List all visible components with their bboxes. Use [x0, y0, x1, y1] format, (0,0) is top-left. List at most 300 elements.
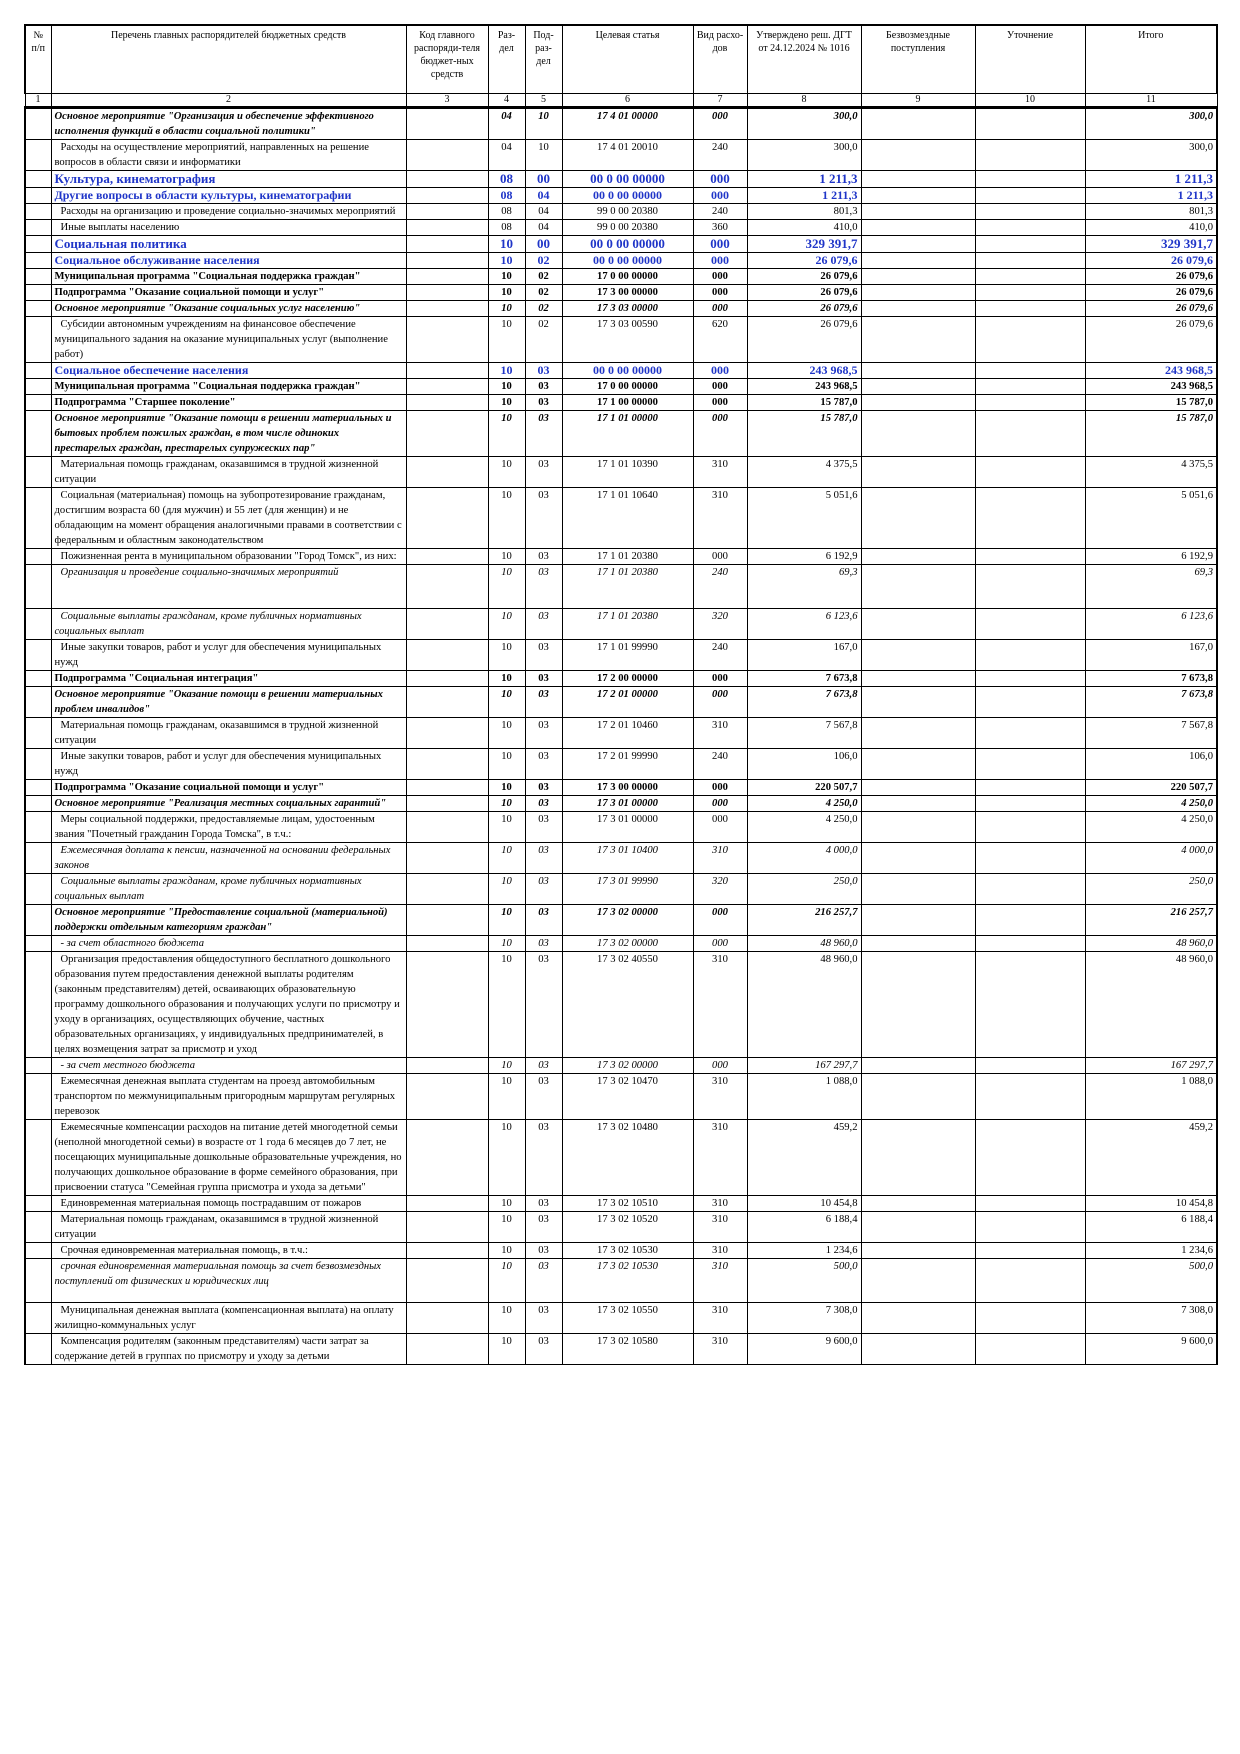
cell-total: 4 250,0 — [1085, 796, 1217, 812]
cell-section: 10 — [488, 488, 525, 549]
cell-expense-type: 310 — [693, 1212, 747, 1243]
cell-expense-type: 310 — [693, 952, 747, 1058]
cell-num — [25, 952, 51, 1058]
cell-approved: 220 507,7 — [747, 780, 861, 796]
row-label: - за счет областного бюджета — [60, 938, 204, 949]
cell-section: 10 — [488, 1074, 525, 1120]
cell-section: 10 — [488, 1120, 525, 1196]
cell-subsection: 03 — [525, 1196, 562, 1212]
cell-target-article: 17 3 02 00000 — [562, 1058, 693, 1074]
row-label: Пожизненная рента в муниципальном образовании "Город Томск", из них: — [60, 551, 397, 562]
cell-total: 26 079,6 — [1085, 253, 1217, 269]
cell-section: 10 — [488, 952, 525, 1058]
cell-total: 5 051,6 — [1085, 488, 1217, 549]
cell-num — [25, 188, 51, 204]
row-label: Организация и проведение социально-значимых мероприятий — [60, 567, 339, 578]
cell-num — [25, 317, 51, 363]
cell-approved: 26 079,6 — [747, 253, 861, 269]
cell-section: 08 — [488, 171, 525, 188]
cell-expense-type: 240 — [693, 640, 747, 671]
cell-grants — [861, 565, 975, 609]
cell-total: 26 079,6 — [1085, 317, 1217, 363]
table-row — [25, 236, 1217, 253]
cell-target-article: 17 0 00 00000 — [562, 269, 693, 285]
cell-num — [25, 843, 51, 874]
cell-grants — [861, 1058, 975, 1074]
cell-subsection: 03 — [525, 565, 562, 609]
cell-num — [25, 905, 51, 936]
table-row — [25, 108, 1217, 140]
cell-admin-code — [406, 301, 488, 317]
cell-grants — [861, 812, 975, 843]
cell-admin-code — [406, 874, 488, 905]
cell-total: 106,0 — [1085, 749, 1217, 780]
cell-adjustment — [975, 253, 1085, 269]
cell-expense-type: 000 — [693, 301, 747, 317]
cell-target-article: 17 4 01 00000 — [562, 108, 693, 140]
cell-section: 10 — [488, 1212, 525, 1243]
cell-expense-type: 310 — [693, 1303, 747, 1334]
cell-section: 10 — [488, 301, 525, 317]
cell-expense-type: 000 — [693, 671, 747, 687]
cell-target-article: 17 3 00 00000 — [562, 285, 693, 301]
table-row — [25, 549, 1217, 565]
cell-name — [51, 1259, 406, 1303]
cell-section: 10 — [488, 1259, 525, 1303]
table-row — [25, 780, 1217, 796]
col-number: 4 — [488, 94, 525, 108]
cell-admin-code — [406, 171, 488, 188]
table-row — [25, 1212, 1217, 1243]
cell-subsection: 10 — [525, 140, 562, 171]
cell-total: 4 000,0 — [1085, 843, 1217, 874]
cell-approved: 26 079,6 — [747, 285, 861, 301]
cell-target-article: 00 0 00 00000 — [562, 171, 693, 188]
table-row — [25, 253, 1217, 269]
cell-name — [51, 1196, 406, 1212]
cell-num — [25, 301, 51, 317]
cell-target-article: 17 2 01 99990 — [562, 749, 693, 780]
cell-grants — [861, 1196, 975, 1212]
cell-adjustment — [975, 1074, 1085, 1120]
table-row — [25, 1058, 1217, 1074]
cell-total: 15 787,0 — [1085, 411, 1217, 457]
header-row — [25, 25, 1217, 94]
cell-approved: 69,3 — [747, 565, 861, 609]
cell-total: 7 308,0 — [1085, 1303, 1217, 1334]
col-header-approved: Утверждено реш. ДГТ от 24.12.2024 № 1016 — [747, 25, 861, 94]
col-number: 7 — [693, 94, 747, 108]
cell-section: 10 — [488, 1196, 525, 1212]
cell-approved: 15 787,0 — [747, 411, 861, 457]
cell-total: 243 968,5 — [1085, 379, 1217, 395]
cell-admin-code — [406, 749, 488, 780]
cell-total: 7 567,8 — [1085, 718, 1217, 749]
cell-total: 7 673,8 — [1085, 687, 1217, 718]
cell-section: 10 — [488, 609, 525, 640]
table-row — [25, 718, 1217, 749]
cell-num — [25, 140, 51, 171]
cell-admin-code — [406, 1120, 488, 1196]
cell-name — [51, 1120, 406, 1196]
cell-admin-code — [406, 457, 488, 488]
cell-grants — [861, 171, 975, 188]
table-row — [25, 609, 1217, 640]
table-row — [25, 317, 1217, 363]
cell-subsection: 02 — [525, 269, 562, 285]
cell-expense-type: 000 — [693, 285, 747, 301]
cell-grants — [861, 718, 975, 749]
cell-expense-type: 000 — [693, 936, 747, 952]
cell-name — [51, 812, 406, 843]
cell-num — [25, 549, 51, 565]
col-number: 2 — [51, 94, 406, 108]
cell-section: 10 — [488, 395, 525, 411]
cell-subsection: 03 — [525, 936, 562, 952]
cell-subsection: 03 — [525, 640, 562, 671]
cell-target-article: 17 2 01 10460 — [562, 718, 693, 749]
cell-target-article: 17 1 01 20380 — [562, 609, 693, 640]
cell-num — [25, 812, 51, 843]
cell-num — [25, 874, 51, 905]
cell-total: 801,3 — [1085, 204, 1217, 220]
cell-admin-code — [406, 780, 488, 796]
cell-grants — [861, 457, 975, 488]
cell-expense-type: 000 — [693, 687, 747, 718]
cell-expense-type: 240 — [693, 565, 747, 609]
cell-total: 7 673,8 — [1085, 671, 1217, 687]
cell-total: 459,2 — [1085, 1120, 1217, 1196]
cell-adjustment — [975, 220, 1085, 236]
cell-total: 6 188,4 — [1085, 1212, 1217, 1243]
cell-section: 10 — [488, 718, 525, 749]
cell-admin-code — [406, 379, 488, 395]
cell-approved: 1 088,0 — [747, 1074, 861, 1120]
cell-name: Социальное обслуживание населения — [51, 253, 406, 269]
table-row — [25, 874, 1217, 905]
cell-approved: 801,3 — [747, 204, 861, 220]
cell-target-article: 17 3 00 00000 — [562, 780, 693, 796]
col-number: 5 — [525, 94, 562, 108]
cell-target-article: 99 0 00 20380 — [562, 204, 693, 220]
cell-admin-code — [406, 609, 488, 640]
col-header-name: Перечень главных распорядителей бюджетных средств — [51, 25, 406, 94]
cell-target-article: 17 3 02 00000 — [562, 905, 693, 936]
cell-section: 10 — [488, 269, 525, 285]
cell-name: Подпрограмма "Старшее поколение" — [51, 395, 406, 411]
cell-expense-type: 000 — [693, 171, 747, 188]
cell-subsection: 03 — [525, 796, 562, 812]
row-label: - за счет местного бюджета — [60, 1060, 196, 1071]
cell-section: 10 — [488, 549, 525, 565]
cell-total: 26 079,6 — [1085, 269, 1217, 285]
cell-num — [25, 1303, 51, 1334]
table-row — [25, 457, 1217, 488]
cell-subsection: 03 — [525, 457, 562, 488]
cell-approved: 500,0 — [747, 1259, 861, 1303]
cell-admin-code — [406, 796, 488, 812]
cell-num — [25, 640, 51, 671]
cell-approved: 167,0 — [747, 640, 861, 671]
cell-admin-code — [406, 269, 488, 285]
cell-target-article: 00 0 00 00000 — [562, 363, 693, 379]
cell-name — [51, 749, 406, 780]
cell-adjustment — [975, 1120, 1085, 1196]
col-number: 1 — [25, 94, 51, 108]
table-row — [25, 488, 1217, 549]
cell-total: 48 960,0 — [1085, 952, 1217, 1058]
cell-total: 1 088,0 — [1085, 1074, 1217, 1120]
cell-name: Подпрограмма "Оказание социальной помощи и услуг" — [51, 285, 406, 301]
cell-section: 10 — [488, 640, 525, 671]
cell-adjustment — [975, 780, 1085, 796]
cell-name — [51, 874, 406, 905]
cell-section: 10 — [488, 812, 525, 843]
row-label: Единовременная материальная помощь пострадавшим от пожаров — [60, 1198, 362, 1209]
table-row — [25, 285, 1217, 301]
cell-adjustment — [975, 874, 1085, 905]
row-label: Ежемесячная денежная выплата студентам на проезд автомобильным транспортом по межмуниципальным пригородным маршрутам регулярных перевозок — [54, 1076, 396, 1117]
cell-total: 48 960,0 — [1085, 936, 1217, 952]
table-row — [25, 565, 1217, 609]
cell-approved: 300,0 — [747, 140, 861, 171]
row-label: Социальные выплаты гражданам, кроме публичных нормативных социальных выплат — [54, 876, 362, 902]
cell-grants — [861, 363, 975, 379]
row-label: Расходы на организацию и проведение социально-значимых мероприятий — [60, 206, 396, 217]
table-row — [25, 301, 1217, 317]
cell-approved: 106,0 — [747, 749, 861, 780]
row-label: Муниципальная денежная выплата (компенсационная выплата) на оплату жилищно-коммунальных услуг — [54, 1305, 394, 1331]
cell-adjustment — [975, 269, 1085, 285]
cell-approved: 6 123,6 — [747, 609, 861, 640]
cell-total: 6 192,9 — [1085, 549, 1217, 565]
cell-target-article: 99 0 00 20380 — [562, 220, 693, 236]
cell-approved: 243 968,5 — [747, 379, 861, 395]
cell-expense-type: 240 — [693, 749, 747, 780]
cell-target-article: 17 3 02 10470 — [562, 1074, 693, 1120]
cell-subsection: 02 — [525, 285, 562, 301]
cell-total: 9 600,0 — [1085, 1334, 1217, 1365]
cell-grants — [861, 1120, 975, 1196]
cell-target-article: 17 2 00 00000 — [562, 671, 693, 687]
cell-total: 69,3 — [1085, 565, 1217, 609]
cell-grants — [861, 379, 975, 395]
cell-adjustment — [975, 1243, 1085, 1259]
cell-name — [51, 317, 406, 363]
cell-section: 10 — [488, 285, 525, 301]
table-row — [25, 952, 1217, 1058]
cell-total: 6 123,6 — [1085, 609, 1217, 640]
cell-grants — [861, 796, 975, 812]
cell-approved: 459,2 — [747, 1120, 861, 1196]
cell-name — [51, 549, 406, 565]
cell-num — [25, 1259, 51, 1303]
cell-adjustment — [975, 108, 1085, 140]
cell-adjustment — [975, 204, 1085, 220]
cell-approved: 4 250,0 — [747, 812, 861, 843]
cell-target-article: 17 1 01 20380 — [562, 549, 693, 565]
cell-approved: 9 600,0 — [747, 1334, 861, 1365]
cell-name — [51, 1334, 406, 1365]
cell-subsection: 03 — [525, 952, 562, 1058]
cell-num — [25, 1058, 51, 1074]
cell-approved: 243 968,5 — [747, 363, 861, 379]
cell-expense-type: 310 — [693, 1259, 747, 1303]
cell-expense-type: 310 — [693, 1334, 747, 1365]
cell-admin-code — [406, 395, 488, 411]
table-row — [25, 269, 1217, 285]
cell-adjustment — [975, 171, 1085, 188]
cell-approved: 410,0 — [747, 220, 861, 236]
cell-name: Основное мероприятие "Организация и обеспечение эффективного исполнения функций в области социальной политики" — [51, 108, 406, 140]
cell-num — [25, 1196, 51, 1212]
cell-target-article: 00 0 00 00000 — [562, 253, 693, 269]
cell-section: 10 — [488, 411, 525, 457]
table-row — [25, 1074, 1217, 1120]
cell-num — [25, 1212, 51, 1243]
cell-expense-type: 310 — [693, 843, 747, 874]
cell-grants — [861, 952, 975, 1058]
table-row — [25, 749, 1217, 780]
cell-section: 10 — [488, 671, 525, 687]
table-row — [25, 905, 1217, 936]
cell-expense-type: 320 — [693, 609, 747, 640]
table-row — [25, 671, 1217, 687]
cell-grants — [861, 1074, 975, 1120]
cell-num — [25, 269, 51, 285]
cell-expense-type: 000 — [693, 780, 747, 796]
cell-target-article: 17 3 02 40550 — [562, 952, 693, 1058]
cell-grants — [861, 269, 975, 285]
cell-name: Социальная политика — [51, 236, 406, 253]
cell-admin-code — [406, 1259, 488, 1303]
table-row — [25, 188, 1217, 204]
cell-approved: 7 567,8 — [747, 718, 861, 749]
col-number: 11 — [1085, 94, 1217, 108]
cell-expense-type: 000 — [693, 1058, 747, 1074]
cell-expense-type: 320 — [693, 874, 747, 905]
cell-subsection: 03 — [525, 671, 562, 687]
cell-target-article: 17 3 02 10580 — [562, 1334, 693, 1365]
cell-adjustment — [975, 285, 1085, 301]
cell-subsection: 03 — [525, 1212, 562, 1243]
cell-subsection: 03 — [525, 843, 562, 874]
cell-subsection: 02 — [525, 301, 562, 317]
table-row — [25, 812, 1217, 843]
cell-approved: 4 375,5 — [747, 457, 861, 488]
col-number: 8 — [747, 94, 861, 108]
cell-num — [25, 395, 51, 411]
row-label: Организация предоставления общедоступного бесплатного дошкольного образования путем предоставления денежной выплаты родителям (законным представителям) детей, осваивающих образовательную программу дошкольного образования и получающих услуги по присмотру и уходу в организациях, осуществляющих обучение, частных образовательных организациях, у индивидуальных предпринимателей, в целях возмещения затрат за присмотр и уход — [54, 954, 400, 1055]
cell-section: 08 — [488, 220, 525, 236]
cell-approved: 167 297,7 — [747, 1058, 861, 1074]
cell-expense-type: 000 — [693, 395, 747, 411]
cell-adjustment — [975, 236, 1085, 253]
cell-num — [25, 379, 51, 395]
cell-approved: 7 308,0 — [747, 1303, 861, 1334]
cell-section: 10 — [488, 843, 525, 874]
cell-approved: 26 079,6 — [747, 269, 861, 285]
cell-name: Основное мероприятие "Реализация местных социальных гарантий" — [51, 796, 406, 812]
cell-approved: 216 257,7 — [747, 905, 861, 936]
table-row — [25, 640, 1217, 671]
cell-adjustment — [975, 671, 1085, 687]
col-number: 6 — [562, 94, 693, 108]
cell-adjustment — [975, 565, 1085, 609]
cell-approved: 1 234,6 — [747, 1243, 861, 1259]
row-label: срочная единовременная материальная помощь за счет безвозмездных поступлений от физических и юридических лиц — [54, 1261, 381, 1287]
cell-expense-type: 000 — [693, 363, 747, 379]
col-number: 9 — [861, 94, 975, 108]
cell-target-article: 17 3 03 00590 — [562, 317, 693, 363]
cell-admin-code — [406, 1243, 488, 1259]
cell-grants — [861, 1212, 975, 1243]
cell-subsection: 03 — [525, 488, 562, 549]
cell-name — [51, 640, 406, 671]
col-header-grants: Безвозмездные поступления — [861, 25, 975, 94]
cell-target-article: 17 1 00 00000 — [562, 395, 693, 411]
cell-admin-code — [406, 488, 488, 549]
cell-target-article: 17 2 01 00000 — [562, 687, 693, 718]
cell-admin-code — [406, 718, 488, 749]
table-row — [25, 1259, 1217, 1303]
cell-subsection: 04 — [525, 188, 562, 204]
table-row — [25, 395, 1217, 411]
cell-subsection: 03 — [525, 1259, 562, 1303]
cell-num — [25, 609, 51, 640]
row-label: Иные выплаты населению — [60, 222, 180, 233]
table-row — [25, 843, 1217, 874]
cell-adjustment — [975, 395, 1085, 411]
cell-total: 500,0 — [1085, 1259, 1217, 1303]
cell-grants — [861, 640, 975, 671]
cell-admin-code — [406, 220, 488, 236]
cell-name — [51, 140, 406, 171]
cell-name — [51, 718, 406, 749]
row-label: Материальная помощь гражданам, оказавшимся в трудной жизненной ситуации — [54, 459, 379, 485]
cell-grants — [861, 108, 975, 140]
row-label: Материальная помощь гражданам, оказавшимся в трудной жизненной ситуации — [54, 1214, 379, 1240]
cell-adjustment — [975, 317, 1085, 363]
cell-approved: 48 960,0 — [747, 936, 861, 952]
cell-num — [25, 285, 51, 301]
cell-target-article: 17 3 02 00000 — [562, 936, 693, 952]
cell-total: 220 507,7 — [1085, 780, 1217, 796]
cell-admin-code — [406, 140, 488, 171]
cell-name — [51, 1243, 406, 1259]
cell-target-article: 17 3 02 10520 — [562, 1212, 693, 1243]
budget-sheet — [24, 24, 1216, 1365]
cell-grants — [861, 285, 975, 301]
cell-adjustment — [975, 687, 1085, 718]
cell-num — [25, 1243, 51, 1259]
cell-section: 10 — [488, 874, 525, 905]
cell-subsection: 03 — [525, 1303, 562, 1334]
table-row — [25, 796, 1217, 812]
col-header-target-article: Целевая статья — [562, 25, 693, 94]
table-row — [25, 1303, 1217, 1334]
cell-grants — [861, 749, 975, 780]
cell-expense-type: 310 — [693, 1074, 747, 1120]
row-label: Субсидии автономным учреждениям на финансовое обеспечение муниципального задания на оказание муниципальных услуг (выполнение работ) — [54, 319, 388, 360]
cell-target-article: 17 1 01 10640 — [562, 488, 693, 549]
cell-expense-type: 000 — [693, 379, 747, 395]
cell-adjustment — [975, 718, 1085, 749]
cell-adjustment — [975, 457, 1085, 488]
cell-admin-code — [406, 411, 488, 457]
cell-name — [51, 220, 406, 236]
col-header-admin-code: Код главного распоряди-теля бюджет-ных средств — [406, 25, 488, 94]
